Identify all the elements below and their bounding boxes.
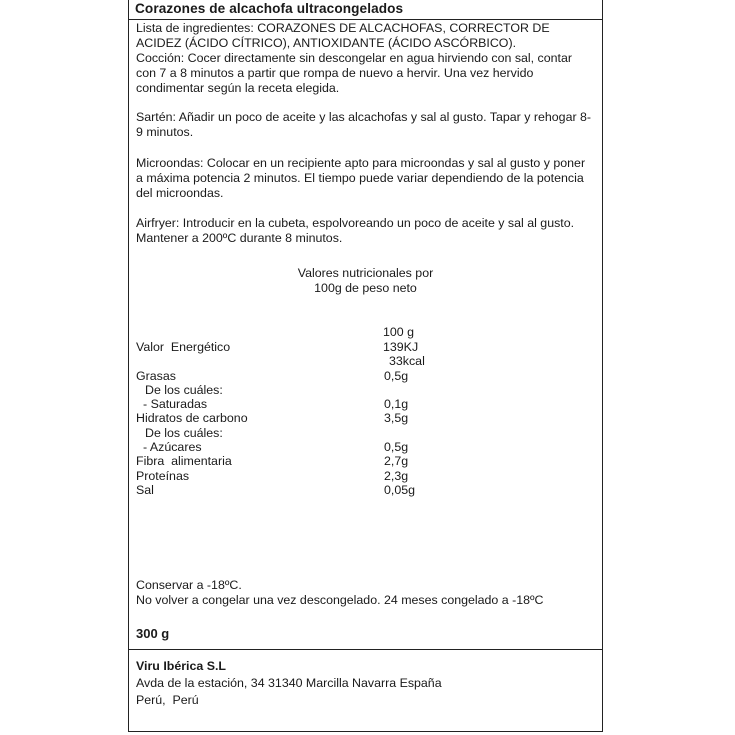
nutrition-label: - Azúcares bbox=[143, 440, 202, 454]
nutrition-label: Hidratos de carbono bbox=[136, 411, 248, 425]
title-divider bbox=[129, 19, 602, 20]
weight-divider bbox=[129, 649, 602, 650]
nutrition-value: 0,05g bbox=[384, 483, 416, 497]
microondas-text: Microondas: Colocar en un recipiente apto para microondas y sal al gusto y poner a máxima potencia 2 minutos. El tiempo puede variar dependiendo de la potencia del microondas. bbox=[136, 156, 586, 200]
nutrition-value: 2,3g bbox=[384, 469, 409, 483]
net-weight: 300 g bbox=[136, 626, 170, 641]
nutrition-heading: Valores nutricionales por 100g de peso neto bbox=[297, 266, 434, 295]
nutrition-label: - Saturadas bbox=[143, 397, 208, 411]
nutrition-label: Grasas bbox=[136, 369, 176, 383]
sarten-text: Sartén: Añadir un poco de aceite y las alcachofas y sal al gusto. Tapar y rehogar 8- 9 minutos. bbox=[136, 110, 592, 139]
nutrition-value: 0,1g bbox=[384, 397, 409, 411]
nutrition-value: 2,7g bbox=[384, 454, 409, 468]
nutrition-label: Proteínas bbox=[136, 469, 190, 483]
nutrition-label: De los cuáles: bbox=[145, 383, 223, 397]
nutrition-value: 0,5g bbox=[384, 440, 409, 454]
ingredients-text: Lista de ingredientes: CORAZONES DE ALCACHOFAS, CORRECTOR DE ACIDEZ (ÁCIDO CÍTRICO), ANTIOXIDANTE (ÁCIDO ASCÓRBICO). bbox=[136, 21, 550, 50]
product-title: Corazones de alcachofa ultracongelados bbox=[135, 1, 404, 16]
company-name: Viru Ibérica S.L bbox=[136, 659, 226, 673]
coccion-text: Cocción: Cocer directamente sin descongelar en agua hirviendo con sal, contar con 7 a 8 minutos a partir que rompa de nuevo a hervir. Una vez hervido condimentar según la receta elegida. bbox=[136, 51, 572, 95]
nutrition-label: De los cuáles: bbox=[145, 426, 223, 440]
company-address: Avda de la estación, 34 31340 Marcilla Navarra España bbox=[136, 676, 442, 690]
nutrition-column-header: 100 g bbox=[383, 325, 415, 339]
storage-text: Conservar a -18ºC. No volver a congelar una vez descongelado. 24 meses congelado a -18ºC bbox=[136, 578, 544, 607]
nutrition-label: Sal bbox=[136, 483, 154, 497]
nutrition-value: 33kcal bbox=[389, 354, 425, 368]
airfryer-text: Airfryer: Introducir en la cubeta, espolvoreando un poco de aceite y sal al gusto. Mantener a 200ºC durante 8 minutos. bbox=[136, 216, 575, 245]
nutrition-label: Valor Energético bbox=[136, 340, 231, 354]
nutrition-value: 139KJ bbox=[383, 340, 419, 354]
nutrition-value: 0,5g bbox=[384, 369, 409, 383]
nutrition-value: 3,5g bbox=[384, 411, 409, 425]
label-panel bbox=[128, 0, 603, 732]
company-country: Perú, Perú bbox=[136, 693, 199, 707]
nutrition-label: Fibra alimentaria bbox=[136, 454, 232, 468]
